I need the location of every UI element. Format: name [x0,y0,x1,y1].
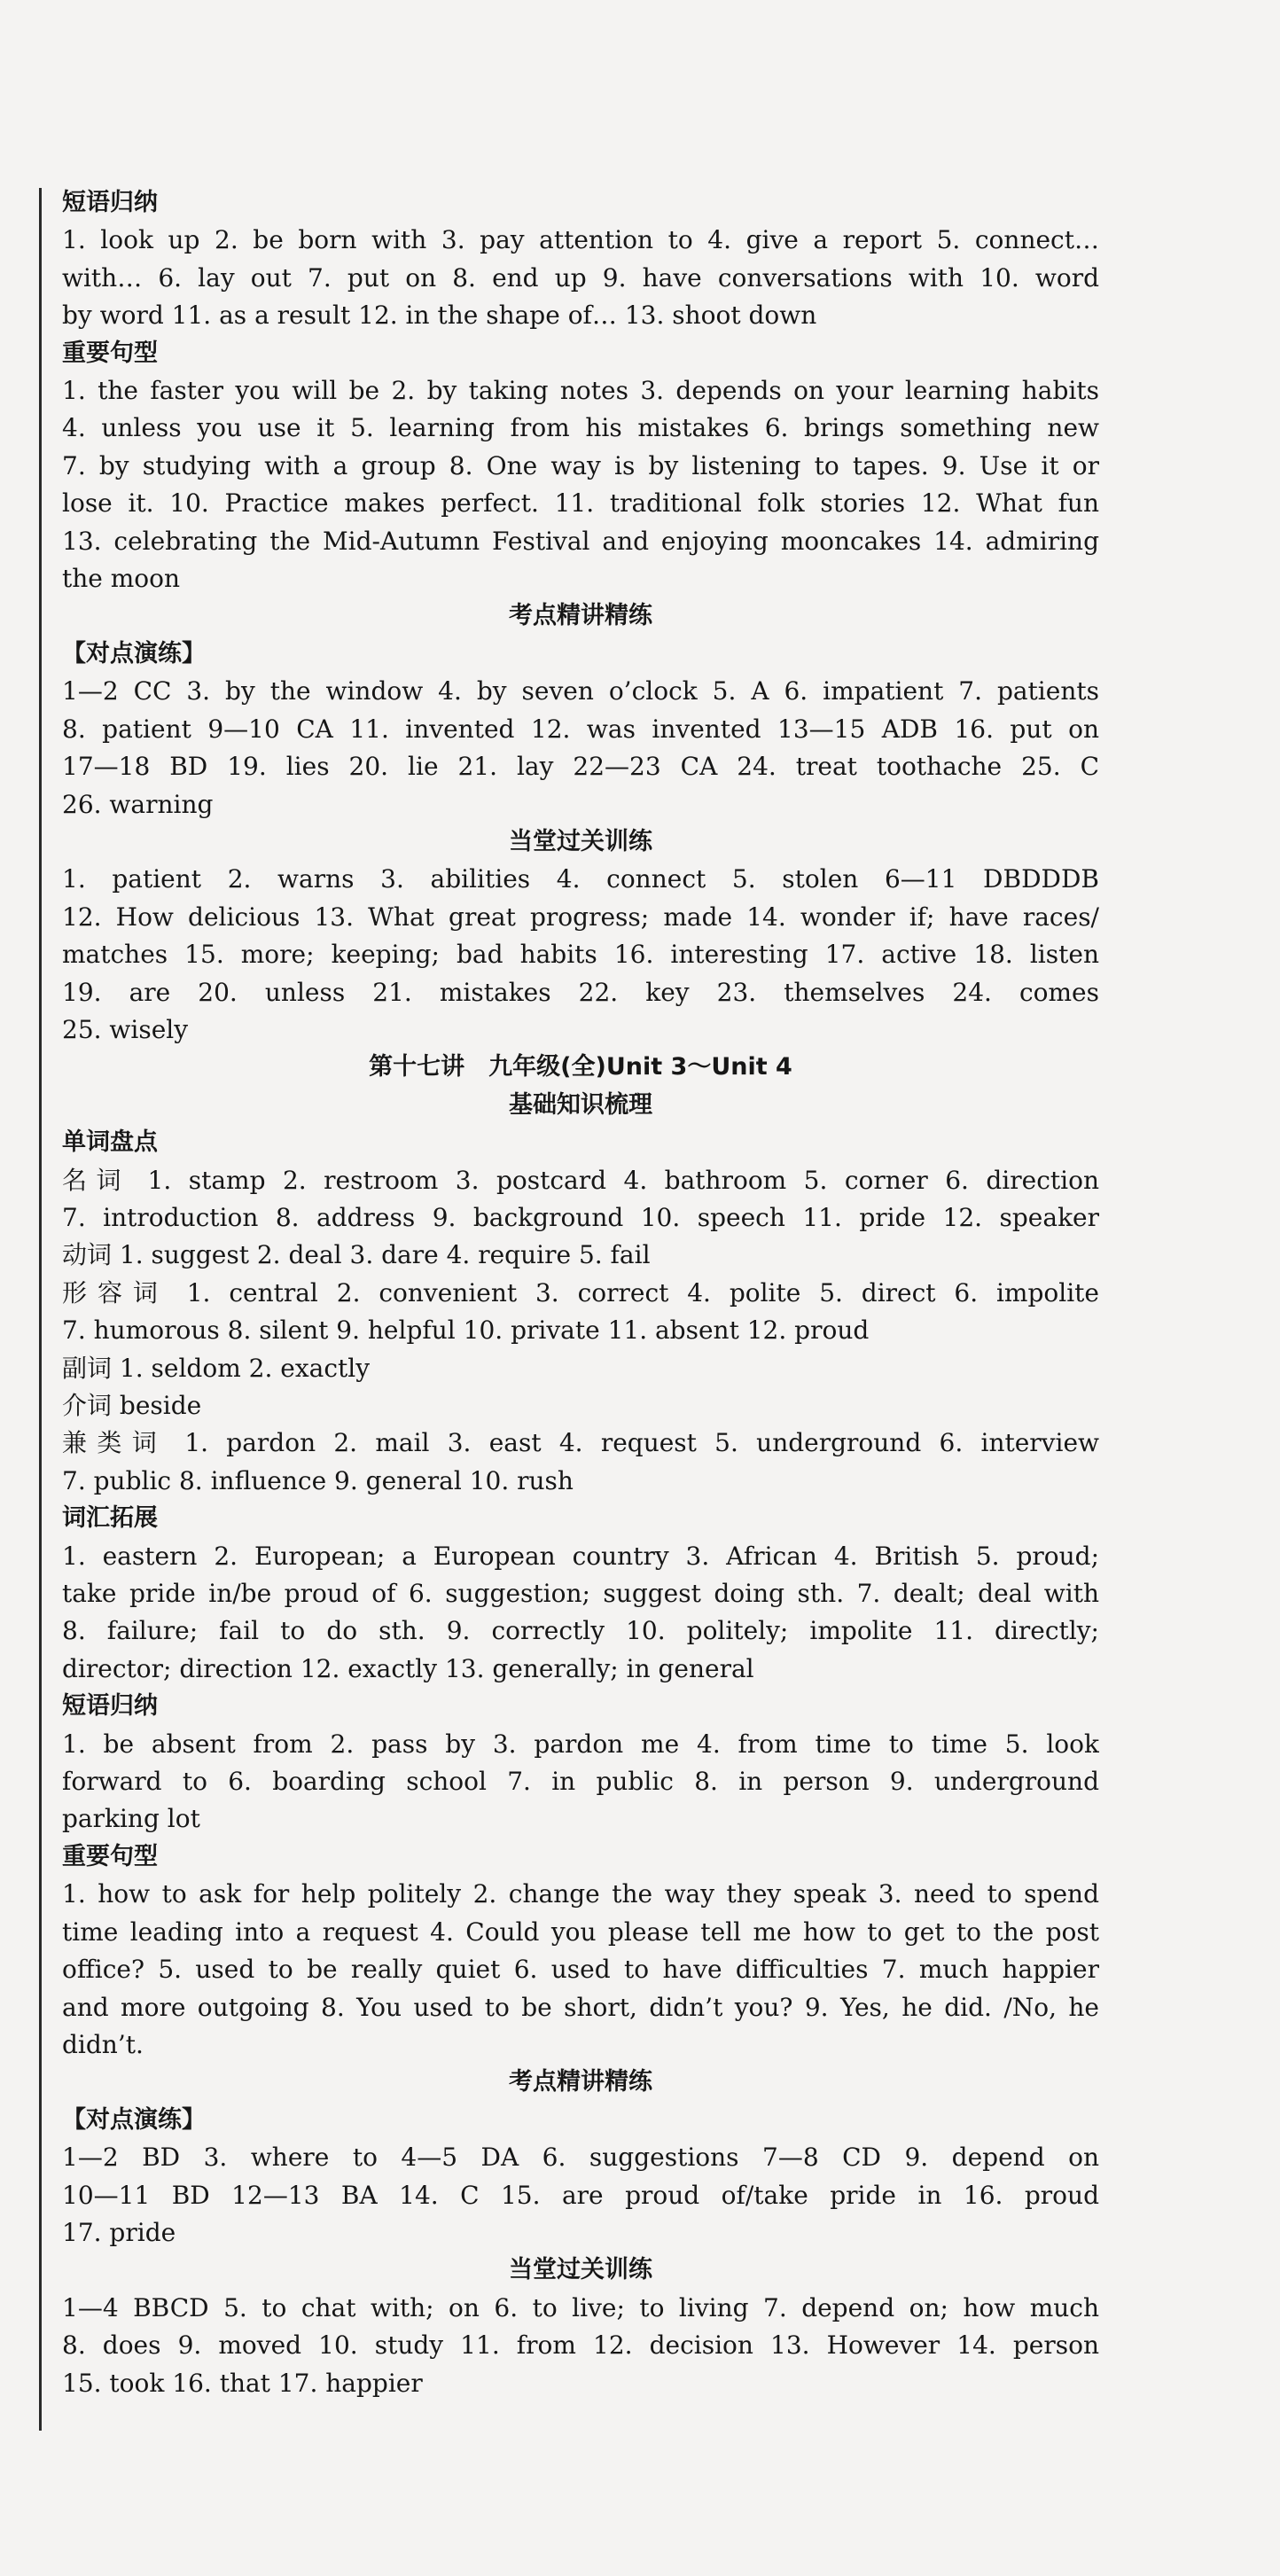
section-title: 当堂过关训练 [509,827,652,855]
answer-line: time leading into a request 4. Could you please tell me how to get to the post [62,1916,1099,1947]
answer-line: 名词 1. stamp 2. restroom 3. postcard 4. bathroom 5. corner 6. direction [62,1165,1099,1195]
answer-line: and more outgoing 8. You used to be short, didn’t you? 9. Yes, he did. /No, he [62,1992,1099,2022]
answer-line: 8. does 9. moved 10. study 11. from 12. decision 13. However 14. person [62,2330,1099,2361]
answer-line: parking lot [62,1804,200,1834]
answer-line: 动词 1. suggest 2. deal 3. dare 4. require 5. fail [62,1240,651,1270]
answer-line: 26. warning [62,789,214,819]
section-heading: 短语归纳 [62,1692,158,1721]
answer-line: 8. failure; fail to do sth. 9. correctly 10. politely; impolite 11. directly; [62,1616,1099,1646]
answer-line: 15. took 16. that 17. happier [62,2368,423,2398]
answer-line: 7. humorous 8. silent 9. helpful 10. private 11. absent 12. proud [62,1315,870,1346]
section-heading: 【对点演练】 [62,639,206,667]
answer-line: with… 6. lay out 7. put on 8. end up 9. have conversations with 10. word [62,262,1099,293]
answer-line: 兼类词 1. pardon 2. mail 3. east 4. request 5. underground 6. interview [62,1428,1099,1458]
answer-line: matches 15. more; keeping; bad habits 16. interesting 17. active 18. listen [62,940,1099,970]
answer-line: office? 5. used to be really quiet 6. used to have difficulties 7. much happier [62,1955,1099,1985]
answer-line: lose it. 10. Practice makes perfect. 11. traditional folk stories 12. What fun [62,488,1099,519]
answer-line: 形容词 1. central 2. convenient 3. correct 4. polite 5. direct 6. impolite [62,1277,1099,1308]
answer-line: 10—11 BD 12—13 BA 14. C 15. are proud of/take pride in 16. proud [62,2180,1099,2210]
answer-key-content [62,184,1099,2402]
answer-line: 19. are 20. unless 21. mistakes 22. key 23. themselves 24. comes [62,977,1099,1007]
margin-rule [39,188,42,2431]
section-title: 基础知识梳理 [509,1090,652,1119]
answer-line: 12. How delicious 13. What great progress; made 14. wonder if; have races/ [62,902,1099,932]
answer-line: by word 11. as a result 12. in the shape of… 13. shoot down [62,301,817,331]
answer-line: 4. unless you use it 5. learning from his mistakes 6. brings something new [62,413,1099,443]
answer-line: 1. the faster you will be 2. by taking notes 3. depends on your learning habits [62,376,1099,406]
answer-line: 7. introduction 8. address 9. background 10. speech 11. pride 12. speaker [62,1202,1099,1232]
answer-line: forward to 6. boarding school 7. in public 8. in person 9. underground [62,1767,1099,1797]
answer-line: 1. look up 2. be born with 3. pay attention to 4. give a report 5. connect… [62,225,1099,255]
section-title: 考点精讲精练 [509,602,652,630]
answer-line: 17. pride [62,2217,176,2247]
section-heading: 重要句型 [62,339,158,367]
answer-line: director; direction 12. exactly 13. generally; in general [62,1653,754,1683]
answer-line: 8. patient 9—10 CA 11. invented 12. was invented 13—15 ADB 16. put on [62,714,1099,744]
answer-line: 1. eastern 2. European; a European country 3. African 4. British 5. proud; [62,1541,1099,1571]
answer-line: 7. public 8. influence 9. general 10. rush [62,1465,574,1495]
answer-line: 1—4 BBCD 5. to chat with; on 6. to live; to living 7. depend on; how much [62,2292,1099,2322]
section-title: 第十七讲 九年级(全)Unit 3～Unit 4 [369,1053,792,1081]
section-heading: 【对点演练】 [62,2105,206,2134]
answer-line: the moon [62,564,181,594]
answer-line: 1. how to ask for help politely 2. change the way they speak 3. need to spend [62,1879,1099,1909]
answer-line: 1—2 CC 3. by the window 4. by seven o’clock 5. A 6. impatient 7. patients [62,676,1099,706]
section-heading: 重要句型 [62,1842,158,1870]
answer-line: 介词 beside [62,1391,202,1420]
answer-line: didn’t. [62,2029,144,2059]
answer-line: 副词 1. seldom 2. exactly [62,1353,371,1383]
answer-line: take pride in/be proud of 6. suggestion; suggest doing sth. 7. dealt; deal with [62,1579,1099,1609]
answer-line: 1—2 BD 3. where to 4—5 DA 6. suggestions 7—8 CD 9. depend on [62,2143,1099,2173]
section-title: 当堂过关训练 [509,2256,652,2284]
section-title: 考点精讲精练 [509,2068,652,2096]
answer-line: 25. wisely [62,1014,189,1044]
answer-line: 1. be absent from 2. pass by 3. pardon me 4. from time to time 5. look [62,1729,1099,1759]
section-heading: 短语归纳 [62,189,158,216]
section-heading: 词汇拓展 [62,1504,158,1533]
answer-line: 17—18 BD 19. lies 20. lie 21. lay 22—23 CA 24. treat toothache 25. C [62,752,1099,782]
answer-line: 1. patient 2. warns 3. abilities 4. connect 5. stolen 6—11 DBDDDB [62,864,1099,894]
answer-line: 7. by studying with a group 8. One way is by listening to tapes. 9. Use it or [62,450,1099,480]
answer-line: 13. celebrating the Mid-Autumn Festival and enjoying mooncakes 14. admiring [62,526,1099,556]
section-heading: 单词盘点 [62,1128,158,1157]
